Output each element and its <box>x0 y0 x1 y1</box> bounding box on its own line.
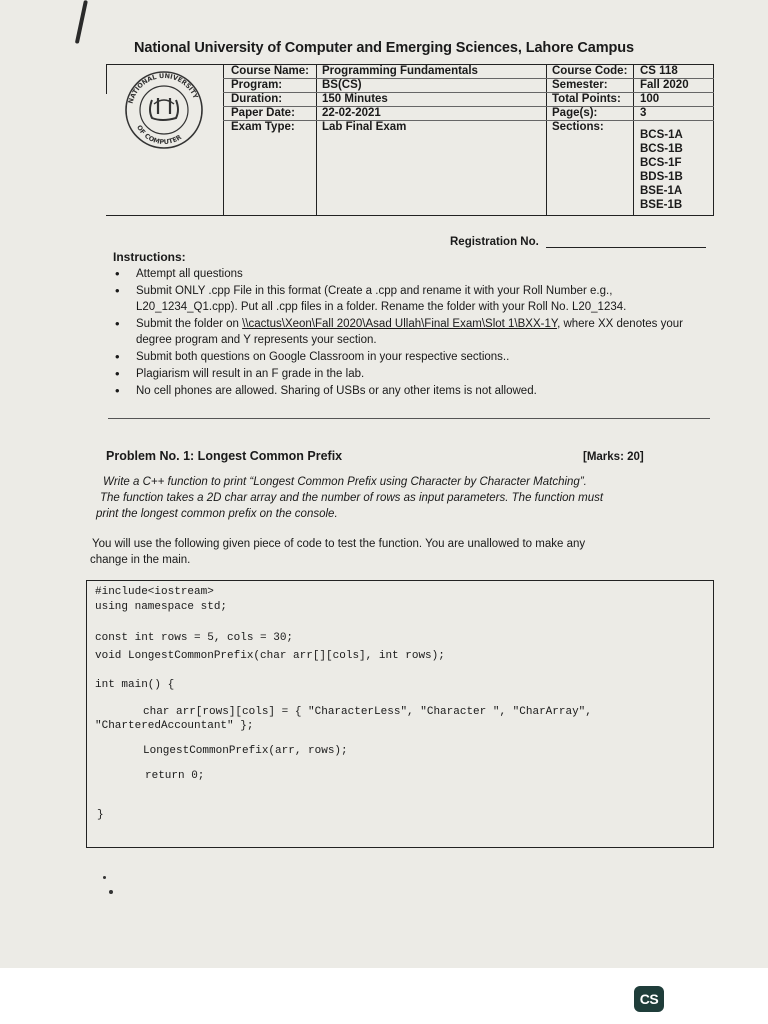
section-item: BSE-1B <box>640 199 683 211</box>
code-line: char arr[rows][cols] = { "CharacterLess", "Character ", "CharArray", <box>143 706 592 718</box>
sections-label: Sections: <box>552 121 604 133</box>
instructions-title: Instructions: <box>113 250 186 264</box>
exam-type-value: Lab Final Exam <box>322 121 407 133</box>
exam-type-label: Exam Type: <box>231 121 295 133</box>
semester-label: Semester: <box>552 79 608 91</box>
problem-description: The function takes a 2D char array and the number of rows as input parameters. The function must <box>100 492 604 504</box>
instruction-text: Submit the folder on <box>136 318 243 330</box>
registration-line <box>546 247 706 248</box>
divider <box>108 418 710 419</box>
code-line: const int rows = 5, cols = 30; <box>95 632 294 644</box>
problem-description: Write a C++ function to print “Longest Common Prefix using Character by Character Matching”. <box>103 476 587 488</box>
section-item: BSE-1A <box>640 185 683 197</box>
code-line: int main() { <box>95 679 175 691</box>
seal-top-text: NATIONAL UNIVERSITY <box>126 71 200 105</box>
section-item: BCS-1B <box>640 143 683 155</box>
section-item: BCS-1A <box>640 129 683 141</box>
svg-text:OF COMPUTER <box>135 124 183 146</box>
course-code-label: Course Code: <box>552 65 628 77</box>
camscanner-logo: CS <box>634 986 664 1012</box>
code-line: #include<iostream> <box>95 586 214 598</box>
program-label: Program: <box>231 79 283 91</box>
code-line: LongestCommonPrefix(arr, rows); <box>143 745 348 757</box>
duration-label: Duration: <box>231 93 283 105</box>
duration-value: 150 Minutes <box>322 93 388 105</box>
instructions-list <box>113 266 713 400</box>
code-line: void LongestCommonPrefix(char arr[][cols], int rows); <box>95 650 445 662</box>
code-line: "CharteredAccountant" }; <box>95 720 254 732</box>
problem-note: change in the main. <box>90 554 191 566</box>
semester-value: Fall 2020 <box>640 79 689 91</box>
university-title: National University of Computer and Emerging Sciences, Lahore Campus <box>133 40 634 56</box>
submission-path: \\cactus\Xeon\Fall 2020\Asad Ullah\Final Exam\Slot 1\BXX-1Y <box>242 318 558 330</box>
pages-value: 3 <box>640 107 647 119</box>
problem-marks: [Marks: 20] <box>583 451 644 463</box>
instruction-item <box>113 316 713 348</box>
problem-description: print the longest common prefix on the console. <box>96 508 338 520</box>
university-seal-logo <box>118 68 210 150</box>
course-name-label: Course Name: <box>231 65 309 77</box>
code-line: } <box>97 809 104 821</box>
instruction-item: • No cell phones are allowed. Sharing of USBs or any other items is not allowed. <box>113 383 713 399</box>
paper-date-label: Paper Date: <box>231 107 295 119</box>
scan-speck <box>109 890 113 894</box>
paper-date-value: 22-02-2021 <box>322 107 381 119</box>
problem-title: Problem No. 1: Longest Common Prefix <box>106 449 343 463</box>
pages-label: Page(s): <box>552 107 598 119</box>
instruction-item: • Plagiarism will result in an F grade in the lab. <box>113 366 713 382</box>
seal-bottom-text: OF COMPUTER <box>135 123 183 147</box>
problem-note: You will use the following given piece of code to test the function. You are unallowed to make any <box>92 538 586 550</box>
instruction-item: • Submit both questions on Google Classroom in your respective sections.. <box>113 349 713 365</box>
scan-speck <box>103 876 106 879</box>
instruction-text: , where XX denotes your degree program and Y represents your section. <box>136 318 683 346</box>
section-item: BCS-1F <box>640 157 682 169</box>
program-value: BS(CS) <box>322 79 362 91</box>
course-name-value: Programming Fundamentals <box>322 65 478 77</box>
course-code-value: CS 118 <box>640 65 678 77</box>
total-points-value: 100 <box>640 93 660 105</box>
section-item: BDS-1B <box>640 171 683 183</box>
instruction-item: • Submit ONLY .cpp File in this format (Create a .cpp and rename it with your Roll Number e.g., L20_1234_Q1.cpp). Put all .cpp files in a folder. Rename the folder with your Roll No. L20_1234. <box>113 283 713 315</box>
registration-label: Registration No. <box>450 236 539 248</box>
total-points-label: Total Points: <box>552 93 621 105</box>
code-line: return 0; <box>145 770 205 782</box>
code-line: using namespace std; <box>95 601 228 613</box>
instruction-item: • Attempt all questions <box>113 266 713 282</box>
